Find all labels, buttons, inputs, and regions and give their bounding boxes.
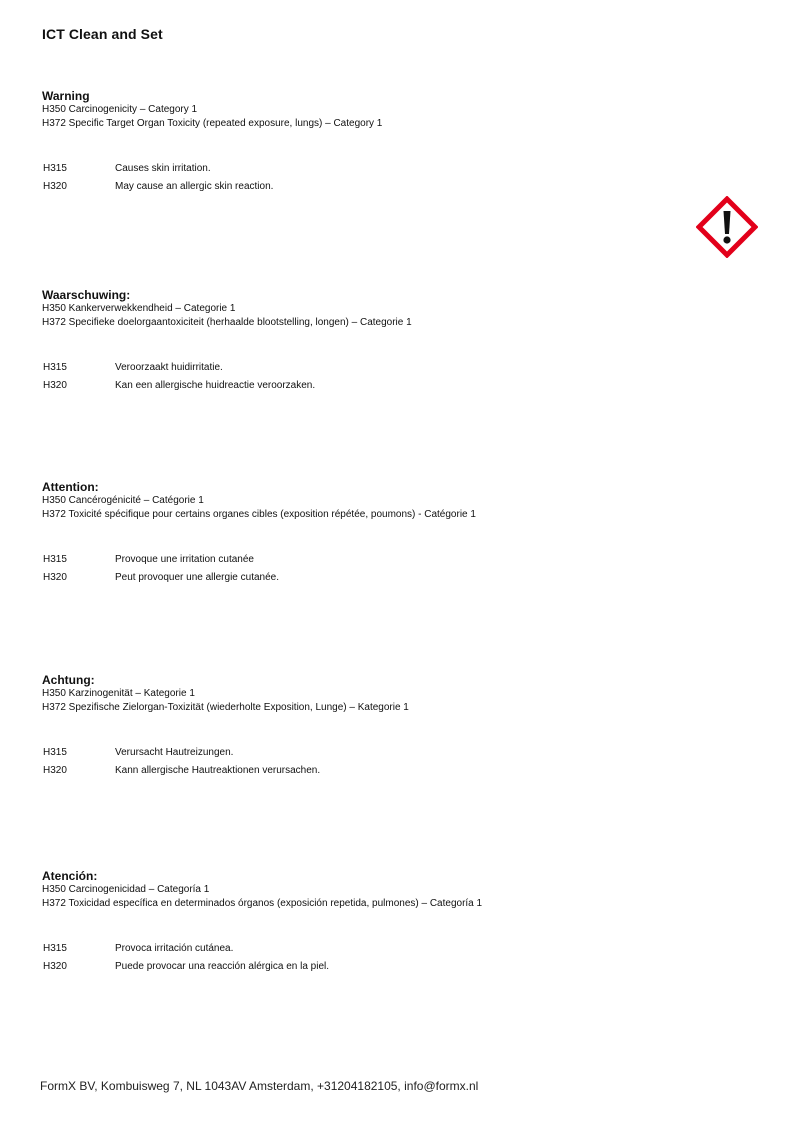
statement-code: H315 [43, 362, 67, 373]
statement-code: H315 [43, 554, 67, 565]
statement-row [42, 379, 662, 397]
statement-text: Provoque une irritation cutanée [115, 554, 254, 565]
statement-row [42, 960, 662, 978]
statement-code: H320 [43, 572, 67, 583]
hazard-line: H350 Carcinogenicidad – Categoría 1 [42, 884, 210, 895]
statement-text: Veroorzaakt huidirritatie. [115, 362, 223, 373]
hazard-line: H372 Toxicité spécifique pour certains organes cibles (exposition répétée, poumons) - Catégorie 1 [42, 509, 476, 520]
section-english [42, 89, 662, 198]
document-title: ICT Clean and Set [42, 26, 163, 42]
section-german [42, 673, 662, 782]
section-dutch [42, 288, 662, 397]
statement-code: H315 [43, 747, 67, 758]
hazard-line: H372 Specific Target Organ Toxicity (repeated exposure, lungs) – Category 1 [42, 118, 383, 129]
section-french [42, 480, 662, 589]
statement-text: Provoca irritación cutánea. [115, 943, 234, 954]
statement-row [42, 746, 662, 764]
statement-code: H315 [43, 943, 67, 954]
hazard-line: H372 Specifieke doelorgaantoxiciteit (herhaalde blootstelling, longen) – Categorie 1 [42, 317, 412, 328]
statement-text: May cause an allergic skin reaction. [115, 181, 274, 192]
statement-text: Verursacht Hautreizungen. [115, 747, 234, 758]
statement-text: Kann allergische Hautreaktionen verursachen. [115, 765, 321, 776]
statement-row [42, 571, 662, 589]
statement-text: Causes skin irritation. [115, 163, 211, 174]
section-heading: Warning [42, 89, 90, 103]
statement-code: H320 [43, 181, 67, 192]
hazard-line: H372 Toxicidad específica en determinados órganos (exposición repetida, pulmones) – Categoría 1 [42, 898, 483, 909]
statement-row [42, 361, 662, 379]
hazard-line: H350 Karzinogenität – Kategorie 1 [42, 688, 195, 699]
hazard-line: H350 Kankerverwekkendheid – Categorie 1 [42, 303, 236, 314]
statement-code: H320 [43, 765, 67, 776]
section-heading: Atención: [42, 869, 98, 883]
statement-text: Puede provocar una reacción alérgica en la piel. [115, 961, 330, 972]
statement-row [42, 553, 662, 571]
section-spanish [42, 869, 662, 978]
section-heading: Achtung: [42, 673, 95, 687]
section-heading: Attention: [42, 480, 99, 494]
statement-code: H320 [43, 380, 67, 391]
ghs07-exclamation-mark-icon [696, 196, 758, 258]
footer-contact: FormX BV, Kombuisweg 7, NL 1043AV Amsterdam, +31204182105, info@formx.nl [40, 1079, 479, 1093]
statement-row [42, 942, 662, 960]
hazard-line: H372 Spezifische Zielorgan-Toxizität (wiederholte Exposition, Lunge) – Kategorie 1 [42, 702, 409, 713]
section-heading: Waarschuwing: [42, 288, 131, 302]
hazard-line: H350 Cancérogénicité – Catégorie 1 [42, 495, 204, 506]
statement-row [42, 180, 662, 198]
statement-code: H320 [43, 961, 67, 972]
statement-code: H315 [43, 163, 67, 174]
statement-text: Peut provoquer une allergie cutanée. [115, 572, 280, 583]
statement-text: Kan een allergische huidreactie veroorzaken. [115, 380, 316, 391]
hazard-line: H350 Carcinogenicity – Category 1 [42, 104, 198, 115]
statement-row [42, 764, 662, 782]
statement-row [42, 162, 662, 180]
